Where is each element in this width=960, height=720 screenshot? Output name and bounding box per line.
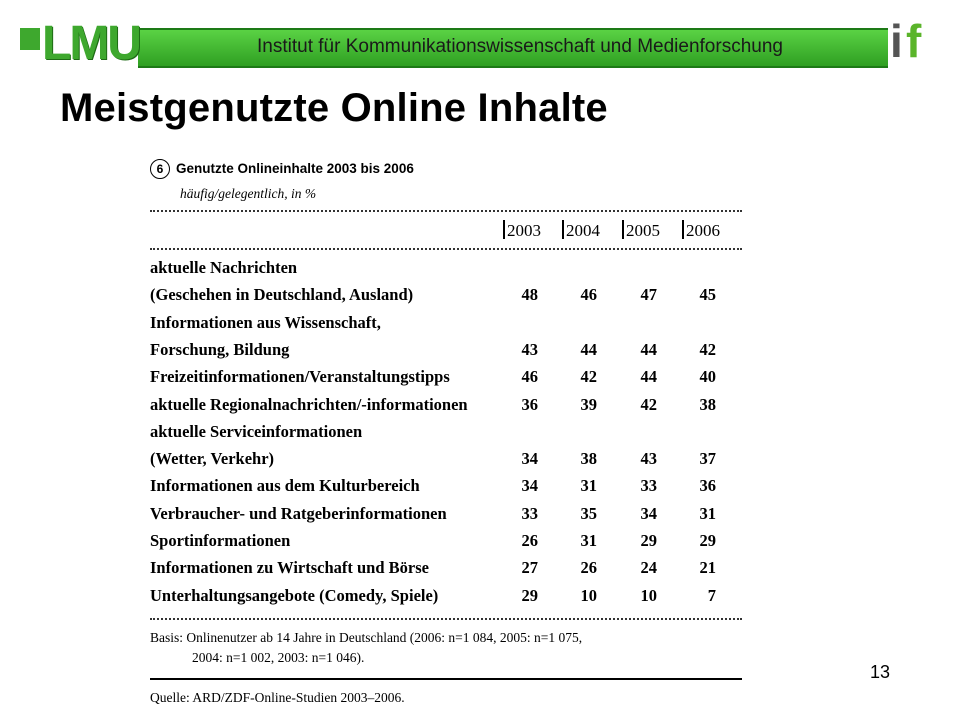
row-label: Unterhaltungsangebote (Comedy, Spiele) <box>150 585 439 605</box>
table-cell: 38 <box>580 449 597 469</box>
table-cell: 43 <box>521 339 538 359</box>
row-label: aktuelle Serviceinformationen <box>150 421 363 441</box>
column-header-label: 2005 <box>626 221 660 240</box>
table-cell: 31 <box>580 531 597 550</box>
basis-line-2: 2004: n=1 002, 2003: n=1 046). <box>192 650 365 665</box>
row-label: Freizeitinformationen/Veranstaltungstipps <box>150 367 450 387</box>
table-heading <box>150 158 414 179</box>
table-cell: 44 <box>580 339 597 359</box>
header-bar <box>22 28 938 68</box>
row-label: (Geschehen in Deutschland, Ausland) <box>150 285 414 305</box>
basis-line-1: Basis: Onlinenutzer ab 14 Jahre in Deutschland (2006: n=1 084, 2005: n=1 075, <box>150 630 583 645</box>
table-cell: 33 <box>521 503 538 523</box>
table-cell: 34 <box>640 503 657 523</box>
row-label: Informationen zu Wirtschaft und Börse <box>150 558 429 578</box>
institute-title: Institut für Kommunikationswissenschaft und Medienforschung <box>257 36 783 57</box>
column-divider <box>682 220 684 239</box>
column-header-2004 <box>562 220 600 241</box>
divider-source <box>150 678 742 680</box>
column-header-2005 <box>622 220 660 241</box>
table-cell: 44 <box>640 367 657 387</box>
table-cell: 48 <box>521 285 538 305</box>
row-label: Verbraucher- und Ratgeberinformationen <box>150 503 447 523</box>
table-cell: 46 <box>521 367 538 387</box>
table-cell: 31 <box>699 503 716 523</box>
table-subtitle: häufig/gelegentlich, in % <box>180 186 317 201</box>
table-cell: 35 <box>580 503 597 523</box>
table-cell: 21 <box>699 558 716 578</box>
table-cell: 34 <box>521 449 538 469</box>
table-cell: 38 <box>699 394 716 414</box>
table-cell: 29 <box>640 531 657 550</box>
table-cell: 33 <box>640 476 657 496</box>
ifkw-logo-icon: i f <box>888 18 940 68</box>
table-cell: 44 <box>640 339 657 359</box>
column-divider <box>562 220 564 239</box>
table-cell: 29 <box>521 585 538 605</box>
table-cell: 45 <box>699 285 716 305</box>
divider-bottom <box>150 618 742 620</box>
column-header-label: 2003 <box>507 221 541 240</box>
column-header-2006 <box>682 220 720 241</box>
table-cell: 42 <box>640 394 657 414</box>
lmu-logo <box>20 12 138 72</box>
table-cell: 39 <box>580 394 597 414</box>
page-title: Meistgenutzte Online Inhalte <box>60 86 608 130</box>
table-title: Genutzte Onlineinhalte 2003 bis 2006 <box>176 161 414 176</box>
table-cell: 26 <box>580 558 597 578</box>
row-label: aktuelle Nachrichten <box>150 258 298 277</box>
table-cell: 24 <box>640 558 657 578</box>
lmu-logo-text: LMU <box>42 17 140 70</box>
table-cell: 37 <box>699 449 716 469</box>
divider-header <box>150 248 742 250</box>
lmu-logo-mark <box>20 28 40 50</box>
table-cell: 42 <box>699 339 716 359</box>
table-number-badge: 6 <box>150 159 170 179</box>
table-cell: 40 <box>699 367 716 387</box>
row-label: Forschung, Bildung <box>150 339 290 359</box>
table-cell: 10 <box>640 585 657 605</box>
column-divider <box>503 220 505 239</box>
table-cell: 7 <box>707 585 716 605</box>
column-header-2003 <box>503 220 541 241</box>
table-cell: 31 <box>580 476 597 496</box>
table-cell: 42 <box>580 367 597 387</box>
table-cell: 43 <box>640 449 657 469</box>
row-label: aktuelle Regionalnachrichten/-informationen <box>150 394 468 414</box>
column-header-label: 2004 <box>566 221 600 240</box>
table-cell: 27 <box>521 558 538 578</box>
column-header-label: 2006 <box>686 221 720 240</box>
row-label: Informationen aus Wissenschaft, <box>150 312 381 332</box>
column-divider <box>622 220 624 239</box>
table-cell: 26 <box>521 531 538 550</box>
table-cell: 47 <box>640 285 657 305</box>
table-cell: 46 <box>580 285 597 305</box>
row-label: (Wetter, Verkehr) <box>150 449 275 469</box>
table-cell: 36 <box>521 394 538 414</box>
table-cell: 29 <box>699 531 716 550</box>
slide-number: 13 <box>870 662 891 682</box>
table-cell: 34 <box>521 476 538 496</box>
row-label: Informationen aus dem Kulturbereich <box>150 476 420 496</box>
table-cell: 10 <box>580 585 597 605</box>
row-label: Sportinformationen <box>150 531 291 550</box>
divider-top <box>150 210 742 212</box>
source-note: Quelle: ARD/ZDF-Online-Studien 2003–2006. <box>150 690 405 705</box>
table-cell: 36 <box>699 476 716 496</box>
